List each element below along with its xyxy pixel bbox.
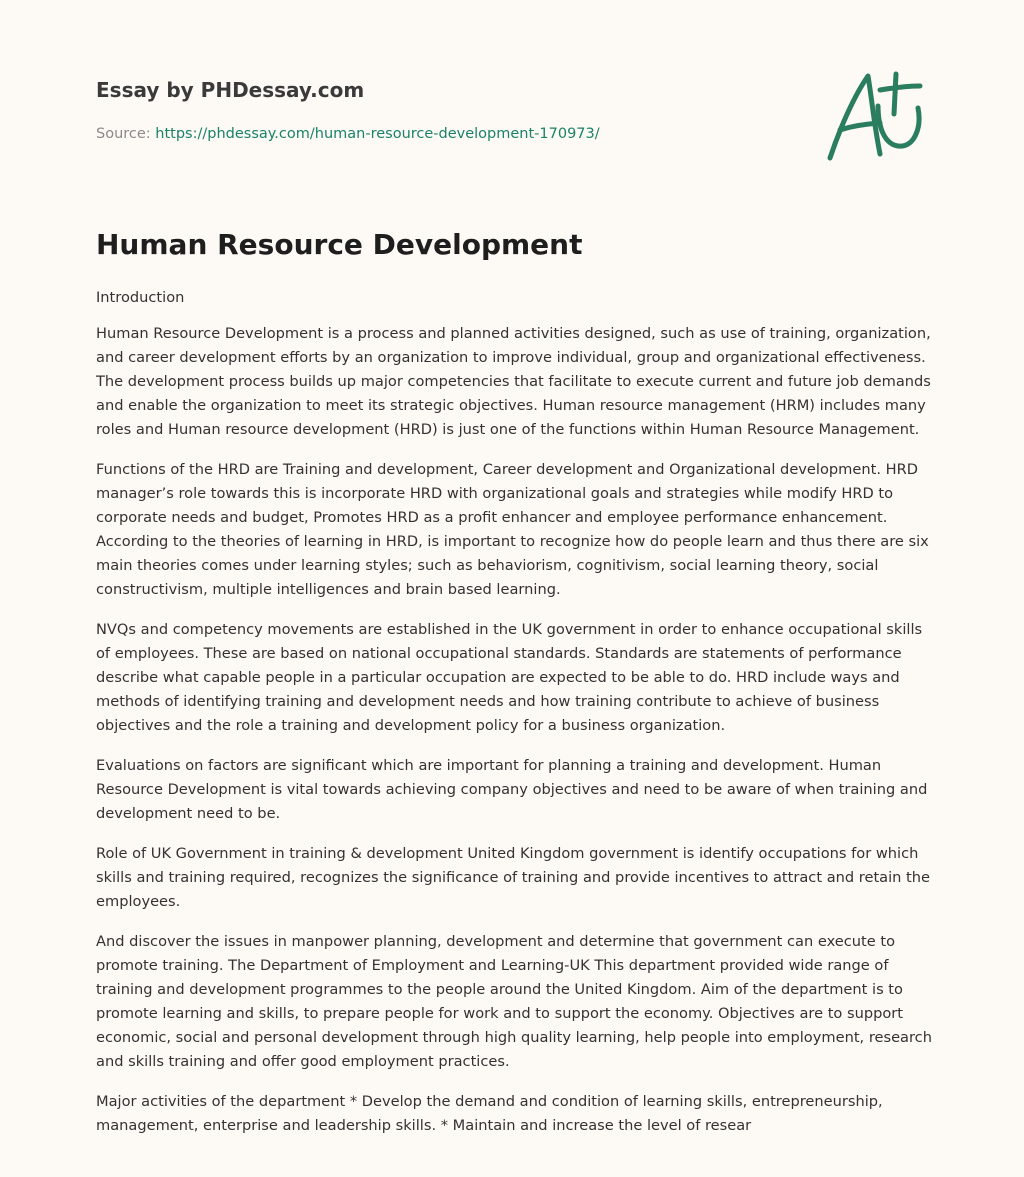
- paragraph: NVQs and competency movements are established in the UK government in order to enhance occupational skills of employees. These are based on national occupational standards. Standards are statements of performance describe what capable people in a particular occupation are expected to be able to do. HRD include ways and methods of identifying training and development needs and how training contribute to achieve of business objectives and the role a training and development policy for a business organization.: [96, 621, 923, 734]
- source-line: [96, 124, 796, 144]
- paragraph: Major activities of the department * Develop the demand and condition of learning skills, entrepreneurship, management, enterprise and leadership skills. * Maintain and increase the level of resear: [96, 1093, 883, 1134]
- paragraph: Human Resource Development is a process and planned activities designed, such as use of training, organization, and career development efforts by an organization to improve individual, group and organizational effectiveness. The development process builds up major competencies that facilitate to execute current and future job demands and enable the organization to meet its strategic objectives. Human resource management (HRM) includes many roles and Human resource development (HRD) is just one of the functions within Human Resource Management.: [96, 325, 931, 438]
- essay-body: [96, 286, 936, 1154]
- paragraph: Evaluations on factors are significant which are important for planning a training and development. Human Resource Development is vital towards achieving company objectives and need to be aware of when training and development need to be.: [96, 757, 928, 822]
- paragraph: Role of UK Government in training & development United Kingdom government is identify occupations for which skills and training required, recognizes the significance of training and provide incentives to attract and retain the employees.: [96, 845, 931, 910]
- site-title: Essay by PHDessay.com: [96, 78, 365, 102]
- source-link[interactable]: https://phdessay.com/human-resource-development-170973/: [155, 126, 600, 142]
- intro-heading: Introduction: [96, 289, 185, 306]
- a-plus-logo-icon: [822, 66, 932, 166]
- paragraph: And discover the issues in manpower planning, development and determine that government can execute to promote training. The Department of Employment and Learning-UK This department provided wide range of training and development programmes to the people around the United Kingdom. Aim of the department is to promote learning and skills, to prepare people for work and to support the economy. Objectives are to support economic, social and personal development through high quality learning, help people into employment, research and skills training and offer good employment practices.: [96, 933, 932, 1070]
- essay-title: Human Resource Development: [96, 228, 583, 261]
- essay-header: [96, 76, 796, 144]
- paragraph: Functions of the HRD are Training and development, Career development and Organizational development. HRD manager’s role towards this is incorporate HRD with organizational goals and strategies while modify HRD to corporate needs and budget, Promotes HRD as a profit enhancer and employee performance enhancement. According to the theories of learning in HRD, is important to recognize how do people learn and thus there are six main theories comes under learning styles; such as behaviorism, cognitivism, social learning theory, social constructivism, multiple intelligences and brain based learning.: [96, 461, 929, 598]
- source-label: Source:: [96, 126, 151, 142]
